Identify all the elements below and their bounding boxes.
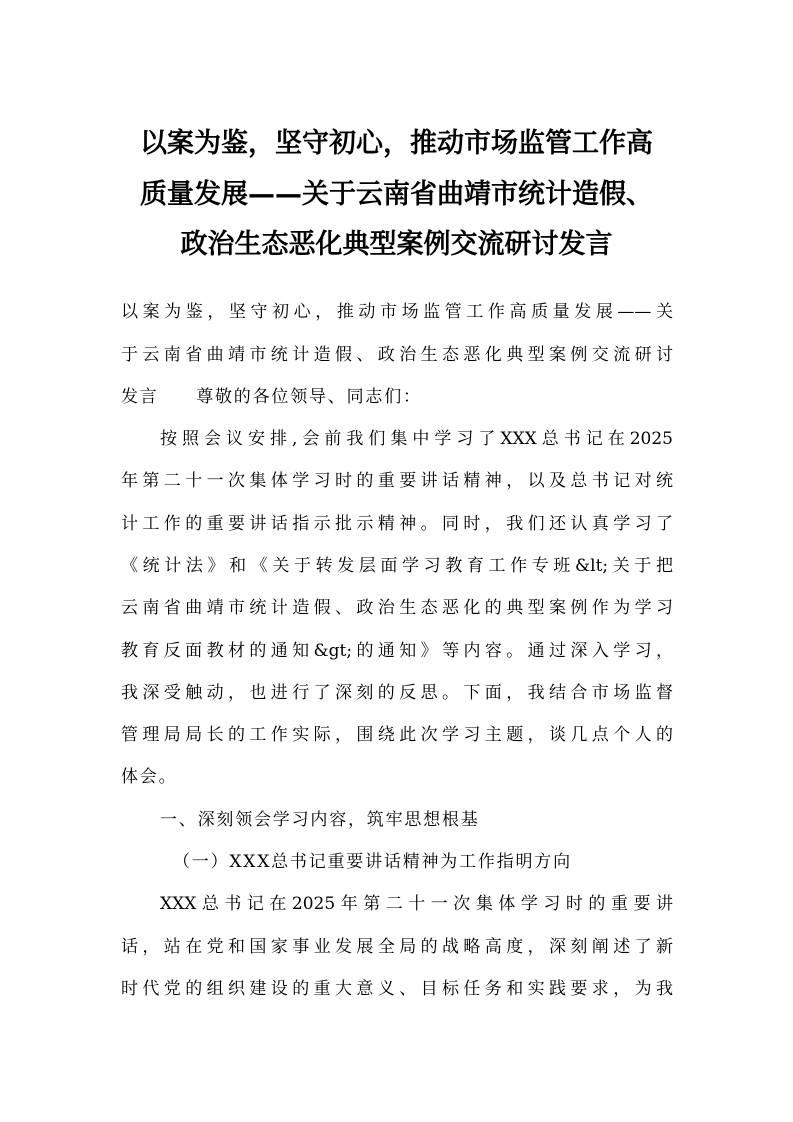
body-line: 体会。: [121, 767, 178, 787]
body-line: 《统计法》和《关于转发层面学习教育工作专班&lt;关于把: [121, 556, 673, 576]
document-title-line-3: 政治生态恶化典型案例交流研讨发言: [180, 229, 613, 260]
body-line: 按照会议安排,会前我们集中学习了XXX总书记在2025: [160, 429, 673, 449]
body-line: 话，站在党和国家事业发展全局的战略高度，深刻阐述了新: [121, 937, 673, 957]
body-line: 以案为鉴，坚守初心，推动市场监管工作高质量发展——关: [121, 302, 673, 322]
body-line: 年第二十一次集体学习时的重要讲话精神，以及总书记对统: [121, 471, 673, 491]
subsection-heading: （一）XXX总书记重要讲话精神为工作指明方向: [173, 852, 572, 872]
body-line: 教育反面教材的通知&gt;的通知》等内容。通过深入学习，: [121, 641, 673, 661]
body-line: 管理局局长的工作实际，围绕此次学习主题，谈几点个人的: [121, 725, 673, 745]
body-line: 于云南省曲靖市统计造假、政治生态恶化典型案例交流研讨: [121, 345, 673, 365]
document-title-line-1: 以案为鉴，坚守初心，推动市场监管工作高: [140, 128, 653, 159]
body-line: 发言 尊敬的各位领导、同志们：: [121, 387, 422, 407]
body-line: 时代党的组织建设的重大意义、目标任务和实践要求，为我: [121, 979, 673, 999]
body-line: 计工作的重要讲话指示批示精神。同时，我们还认真学习了: [121, 514, 673, 534]
body-line: 我深受触动，也进行了深刻的反思。下面，我结合市场监督: [121, 683, 673, 703]
document-title-line-2: 质量发展——关于云南省曲靖市统计造假、: [140, 179, 653, 210]
body-line: XXX总书记在2025年第二十一次集体学习时的重要讲: [160, 894, 673, 914]
body-line: 云南省曲靖市统计造假、政治生态恶化的典型案例作为学习: [121, 598, 673, 618]
section-heading: 一、深刻领会学习内容，筑牢思想根基: [160, 810, 480, 830]
